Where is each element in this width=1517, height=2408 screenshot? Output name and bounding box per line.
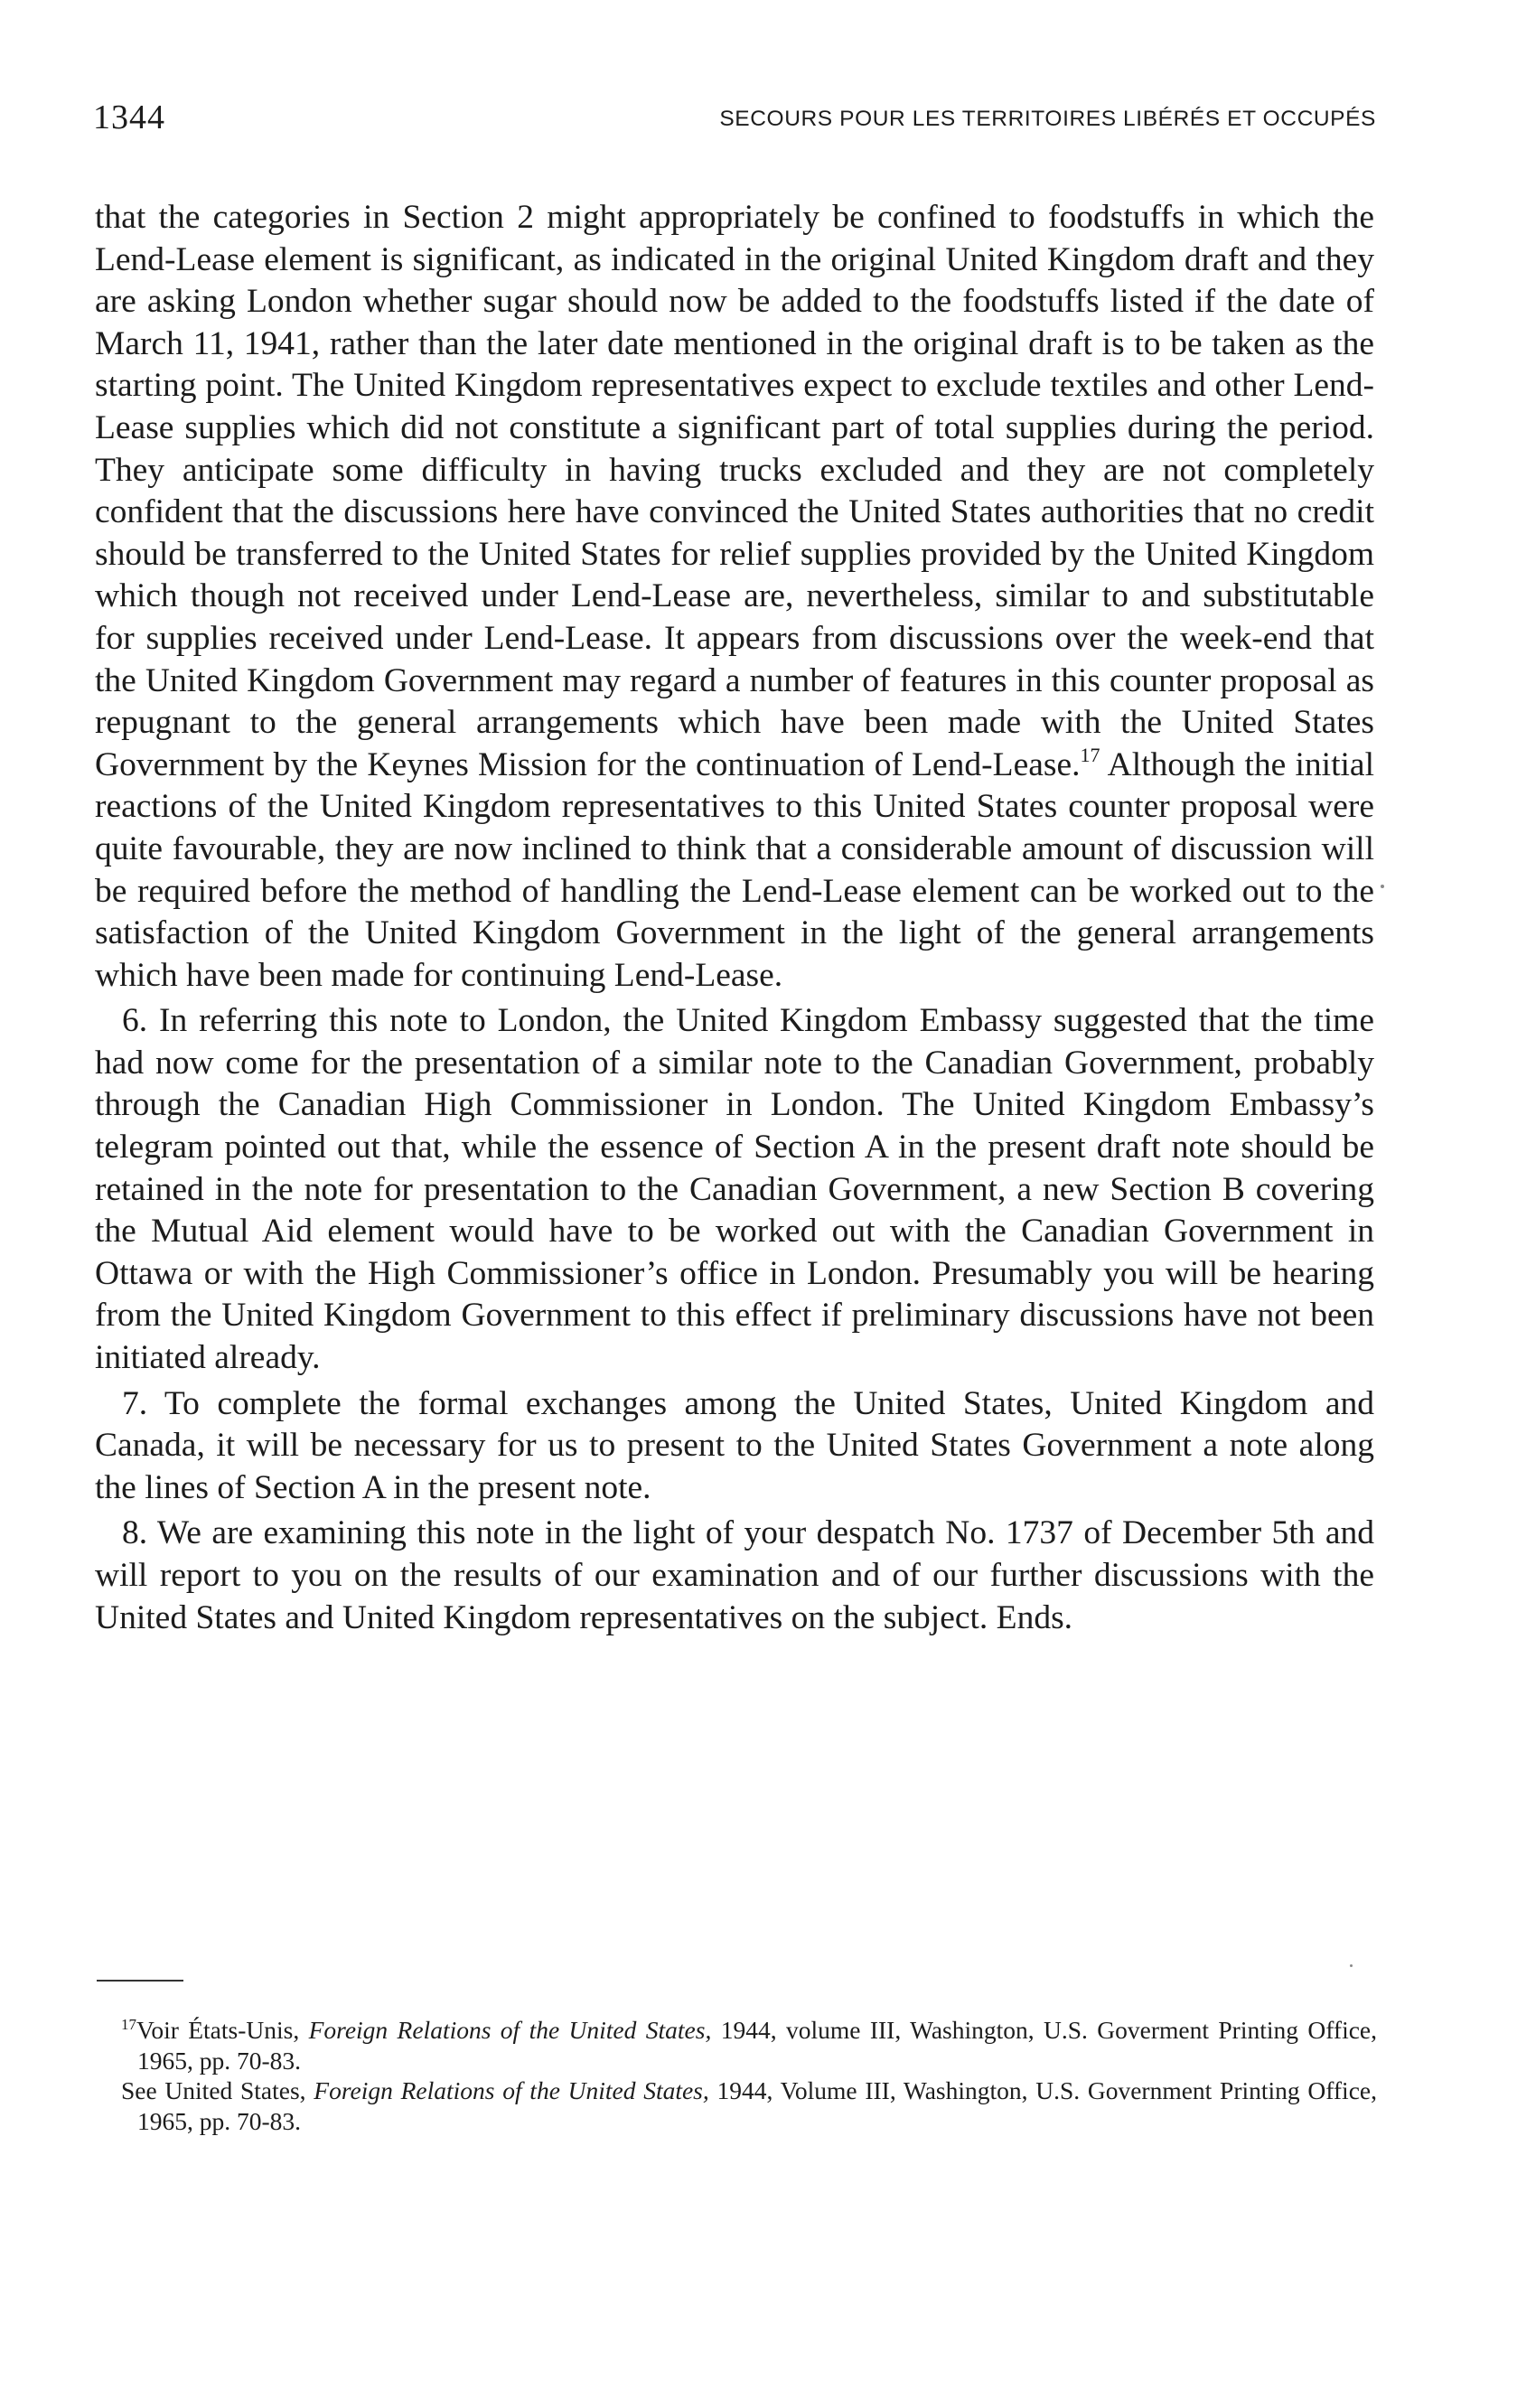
- margin-speck: [1381, 885, 1384, 888]
- paragraph-continued-text-1: that the categories in Section 2 might appropriately be confined to foodstuffs in which the Lend-Lease element is significant, as indicated in the original United Kingdom draft and they are asking London whether sugar should now be added to the foodstuffs listed if the date of March 11, 1941, rather than the later date mentioned in the original draft is to be taken as the starting point. The United Kingdom representatives expect to exclude textiles and other Lend-Lease supplies which did not constitute a significant part of total supplies during the period. They anticipate some difficulty in having trucks excluded and they are not completely confident that the discussions here have convinced the United States authorities that no credit should be transferred to the United States for relief supplies provided by the United Kingdom which though not received under Lend-Lease are, nevertheless, similar to and substitutable for supplies received under Lend-Lease. It appears from discussions over the week-end that the United Kingdom Government may regard a number of features in this counter proposal as repugnant to the general arrangements which have been made with the United States Government by the Keynes Mission for the continuation of Lend-Lease.: [95, 199, 1374, 783]
- paragraph-7: 7. To complete the formal exchanges among the United States, United Kingdom and Canada, it will be necessary for us to present to the United States Government a note along the lines of Section A in the present note.: [95, 1384, 1374, 1506]
- footnote-17-english: [121, 2075, 1377, 2136]
- paragraph-6: 6. In referring this note to London, the United Kingdom Embassy suggested that the time had now come for the presentation of a similar note to the Canadian Government, probably through the Canadian High Commissioner in London. The United Kingdom Embassy’s telegram pointed out that, while the essence of Section A in the present draft note should be retained in the note for presentation to the Canadian Government, a new Section B covering the Mutual Aid element would have to be worked out with the Canadian Government in Ottawa or with the High Commissioner’s office in London. Presumably you will be hearing from the United Kingdom Government to this effect if preliminary discussions have not been initiated already.: [95, 1002, 1374, 1377]
- footnotes: [121, 2015, 1377, 2136]
- running-title: SECOURS POUR LES TERRITOIRES LIBÉRÉS ET OCCUPÉS: [719, 107, 1376, 131]
- paragraph-continued-text-2: Although the initial reactions of the United Kingdom representatives to this United States counter proposal were quite favourable, they are now inclined to think that a considerable amount of discussion will be required before the method of handling the Lend-Lease element can be worked out to the satisfaction of the United Kingdom Government in the light of the general arrangements which have been made for continuing Lend-Lease.: [95, 745, 1374, 994]
- footnote-reference[interactable]: 17: [1080, 743, 1100, 766]
- paragraph-continued: [95, 197, 1374, 997]
- footnote-17-suffix: 1944, volume III, Washington, U.S. Goverment Printing Office, 1965, pp. 70-83.: [137, 2016, 1377, 2075]
- footnote-17-english-suffix: 1944, Volume III, Washington, U.S. Government Printing Office, 1965, pp. 70-83.: [137, 2076, 1377, 2135]
- footnote-17-title: Foreign Relations of the United States,: [308, 2016, 712, 2044]
- running-head: [93, 98, 1376, 143]
- paragraph-8: 8. We are examining this note in the light of your despatch No. 1737 of December 5th and will report to you on the results of our examination and of our further discussions with the United States and United Kingdom representatives on the subject. Ends.: [95, 1514, 1374, 1636]
- footnote-17-english-title: Foreign Relations of the United States,: [314, 2076, 709, 2105]
- footnote-rule: [97, 1980, 183, 1982]
- footnote-17-prefix: Voir États-Unis,: [136, 2016, 309, 2044]
- footnote-17-english-prefix: See United States,: [121, 2076, 314, 2105]
- margin-speck: [1350, 1964, 1353, 1967]
- footnote-mark: 17: [121, 2016, 136, 2033]
- body-text: [95, 197, 1374, 1639]
- page-number: 1344: [93, 98, 165, 136]
- footnote-17-french: [121, 2015, 1377, 2075]
